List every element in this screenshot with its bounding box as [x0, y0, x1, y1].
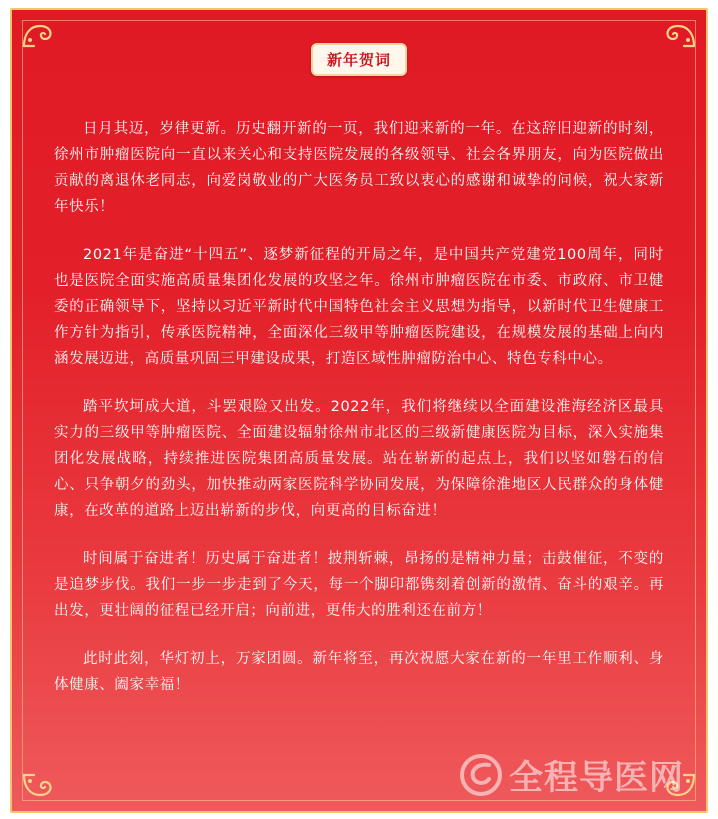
greeting-body	[54, 116, 664, 720]
gold-cloud-ornament-icon	[662, 22, 696, 48]
quanchengdaoyi-logo-icon	[459, 753, 503, 797]
paragraph: 踏平坎坷成大道，斗罢艰险又出发。2022年，我们将继续以全面建设淮海经济区最具实力的三级甲等肿瘤医院、全面建设辐射徐州市北区的三级新健康医院为目标，深入实施集团化发展战略，持续推进医院集团高质量发展。站在崭新的起点上，我们以坚如磐石的信心、只争朝夕的劲头，加快推动两家医院科学协同发展，为保障徐淮地区人民群众的身体健康，在改革的道路上迈出崭新的步伐，向更高的目标奋进！	[54, 399, 664, 519]
watermark-text: 全程导医网	[509, 758, 684, 798]
greeting-card	[10, 8, 708, 813]
paragraph: 2021年是奋进“十四五”、逐梦新征程的开局之年，是中国共产党建党100周年，同时也是医院全面实施高质量集团化发展的攻坚之年。徐州市肿瘤医院在市委、市政府、市卫健委的正确领导下，坚持以习近平新时代中国特色社会主义思想为指导，以新时代卫生健康工作方针为指引，传承医院精神，全面深化三级甲等肿瘤医院建设，在规模发展的基础上向内涵发展迈进，高质量巩固三甲建设成果，打造区域性肿瘤防治中心、特色专科中心。	[54, 247, 664, 367]
paragraph: 此时此刻，华灯初上，万家团圆。新年将至，再次祝愿大家在新的一年里工作顺利、身体健康、阖家幸福！	[54, 651, 664, 693]
paragraph: 日月其迈，岁律更新。历史翻开新的一页，我们迎来新的一年。在这辞旧迎新的时刻，徐州市肿瘤医院向一直以来关心和支持医院发展的各级领导、社会各界朋友，向为医院做出贡献的离退休老同志，向爱岗敬业的广大医务员工致以衷心的感谢和诚挚的问候，祝大家新年快乐！	[54, 121, 664, 215]
watermark	[459, 750, 684, 799]
page-title: 新年贺词	[311, 43, 407, 76]
gold-cloud-ornament-icon	[22, 773, 56, 799]
gold-cloud-ornament-icon	[22, 22, 56, 48]
paragraph: 时间属于奋进者！历史属于奋进者！披荆斩棘，昂扬的是精神力量；击鼓催征，不变的是追梦步伐。我们一步一步走到了今天，每一个脚印都镌刻着创新的激情、奋斗的艰辛。再出发，更壮阔的征程已经开启；向前进，更伟大的胜利还在前方！	[54, 551, 664, 619]
